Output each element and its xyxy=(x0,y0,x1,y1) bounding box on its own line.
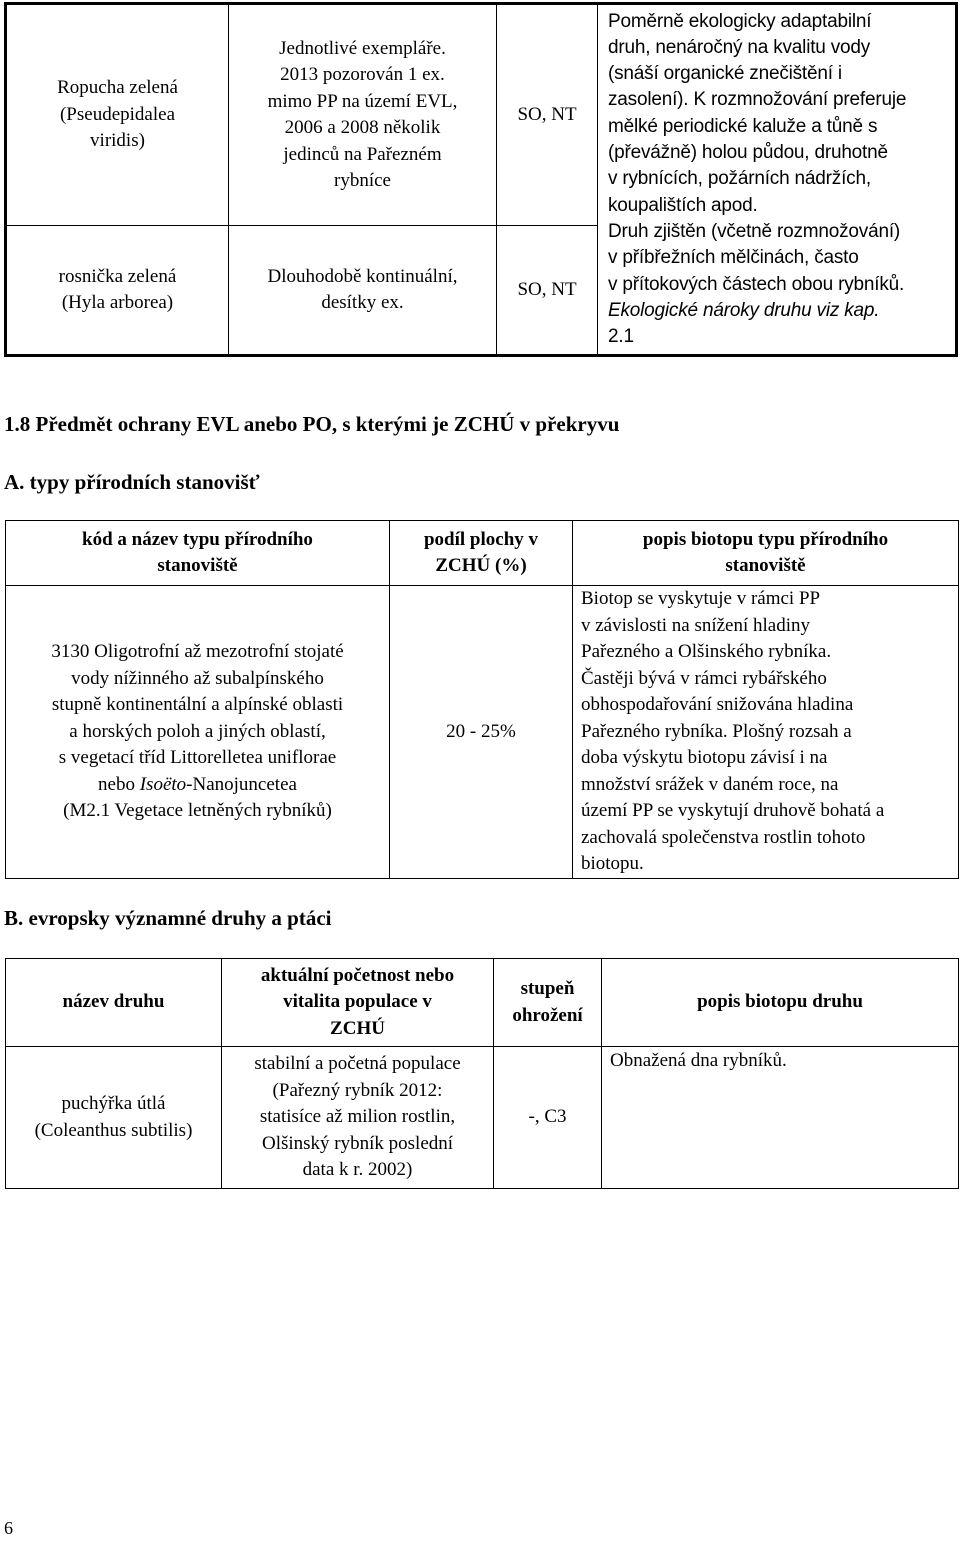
header-code-name: kód a název typu přírodního stanoviště xyxy=(6,521,390,586)
species-name-cell: puchýřka útlá (Coleanthus subtilis) xyxy=(6,1047,222,1189)
status-cell: SO, NT xyxy=(497,4,598,226)
species-cell: rosnička zelená (Hyla arborea) xyxy=(6,226,229,356)
occurrence-cell: Jednotlivé exempláře. 2013 pozorován 1 ex. mimo PP na území EVL, 2006 a 2008 několik jedinců na Pařezném rybníce xyxy=(229,4,497,226)
header-abundance: aktuální početnost nebo vitalita populace v ZCHÚ xyxy=(222,959,494,1047)
occurrence-cell: Dlouhodobě kontinuální, desítky ex. xyxy=(229,226,497,356)
header-species-name: název druhu xyxy=(6,959,222,1047)
header-biotope-description: popis biotopu typu přírodního stanoviště xyxy=(573,521,959,586)
habitat-code-cell: 3130 Oligotrofní až mezotrofní stojaté vody nížinného až subalpínského stupně kontinentální a alpínské oblasti a horských poloh a jiných oblastí, s vegetací tříd Littorelletea uniflorae nebo Isoëto-Nanojuncetea (M2.1 Vegetace letněných rybníků) xyxy=(6,586,390,879)
area-share-cell: 20 - 25% xyxy=(390,586,573,879)
species-cell: Ropucha zelená (Pseudepidalea viridis) xyxy=(6,4,229,226)
threat-level-cell: -, C3 xyxy=(494,1047,602,1189)
ecology-notes-cell: Poměrně ekologicky adaptabilní druh, nenáročný na kvalitu vody (snáší organické znečištění i zasolení). K rozmnožování preferuje mělké periodické kaluže a tůně s (převážně) holou půdou, druhotně v rybnících, požárních nádržích, koupalištích apod. Druh zjištěn (včetně rozmnožování) v příbřežních mělčinách, často v přítokových částech obou rybníků. Ekologické nároky druhu viz kap. 2.1 xyxy=(598,4,957,356)
habitat-types-table xyxy=(5,520,959,879)
subheading-species: B. evropsky významné druhy a ptáci xyxy=(4,906,332,930)
biotope-description-cell: Biotop se vyskytuje v rámci PP v závislosti na snížení hladiny Pařezného a Olšinského rybníka. Častěji bývá v rámci rybářského obhospodařování snižována hladina Pařezného rybníka. Plošný rozsah a doba výskytu biotopu závisí i na množství srážek v daném roce, na území PP se vyskytují druhově bohatá a zachovalá společenstva rostlin tohoto biotopu. xyxy=(573,586,959,879)
subheading-habitat-types: A. typy přírodních stanovišť xyxy=(4,470,260,494)
abundance-cell: stabilní a početná populace (Pařezný rybník 2012: statisíce až milion rostlin, Olšinský rybník poslední data k r. 2002) xyxy=(222,1047,494,1189)
status-cell: SO, NT xyxy=(497,226,598,356)
section-heading: 1.8 Předmět ochrany EVL anebo PO, s kterými je ZCHÚ v překryvu xyxy=(4,412,620,436)
header-threat-level: stupeň ohrožení xyxy=(494,959,602,1047)
header-species-habitat: popis biotopu druhu xyxy=(602,959,959,1047)
page-number: 6 xyxy=(4,1518,13,1538)
amphibians-table xyxy=(4,2,958,357)
species-table xyxy=(5,958,959,1189)
header-area-share: podíl plochy v ZCHÚ (%) xyxy=(390,521,573,586)
species-habitat-cell: Obnažená dna rybníků. xyxy=(602,1047,959,1189)
